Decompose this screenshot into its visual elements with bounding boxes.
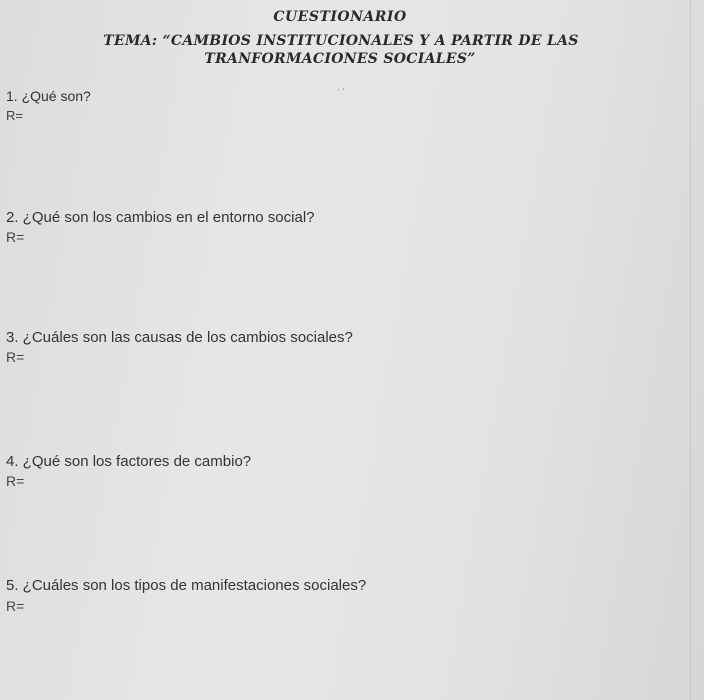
theme-line-2: TRANFORMACIONES SOCIALES” (204, 51, 476, 67)
question-5: 5. ¿Cuáles son los tipos de manifestaciones sociales? (6, 577, 367, 594)
page-edge-line (690, 0, 691, 700)
question-1: 1. ¿Qué son? (6, 88, 91, 104)
ink-speck: ˏ ˌ (336, 82, 345, 91)
question-3: 3. ¿Cuáles son las causas de los cambios sociales? (6, 329, 353, 346)
answer-3: R= (6, 349, 25, 365)
answer-1: R= (6, 108, 23, 123)
answer-5: R= (6, 598, 25, 614)
answer-2: R= (6, 229, 25, 245)
answer-4: R= (6, 473, 25, 489)
theme-line-1: TEMA: “CAMBIOS INSTITUCIONALES Y A PARTIR DE LAS (103, 33, 579, 49)
question-4: 4. ¿Qué son los factores de cambio? (6, 453, 252, 470)
worksheet-title: CUESTIONARIO (273, 9, 407, 25)
question-2: 2. ¿Qué son los cambios en el entorno social? (6, 209, 315, 226)
